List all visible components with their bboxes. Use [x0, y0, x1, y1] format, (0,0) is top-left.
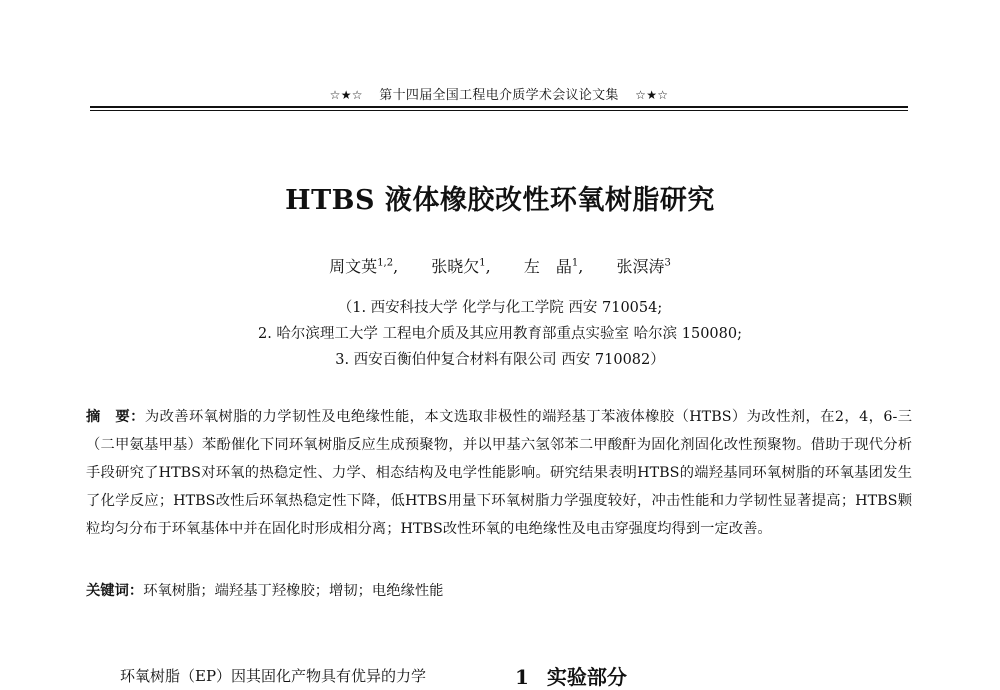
abstract-text: 为改善环氧树脂的力学韧性及电绝缘性能，本文选取非极性的端羟基丁苯液体橡胶（HTBS）为改性剂，在2，4，6-三（二甲氨基甲基）苯酚催化下同环氧树脂反应生成预聚物，并以甲基六氢邻苯二甲酸酐为固化剂固化改性预聚物。借助于现代分析手段研究了HTBS对环氧的热稳定性、力学、相态结构及电学性能影响。研究结果表明HTBS的端羟基同环氧树脂的环氧基团发生了化学反应；HTBS改性后环氧热稳定性下降，低HTBS用量下环氧树脂力学强度较好，冲击性能和力学韧性显著提高；HTBS颗粒均匀分布于环氧基体中并在固化时形成相分离；HTBS改性环氧的电绝缘性及电击穿强度均得到一定改善。 [86, 409, 913, 537]
section-number: 1 [515, 665, 529, 689]
conference-title: 第十四届全国工程电介质学术会议论文集 [379, 88, 619, 103]
star-ornament-right: ☆★☆ [635, 88, 669, 102]
section-heading [515, 661, 627, 690]
abstract-label: 摘 要： [86, 409, 145, 425]
author-list [0, 254, 1000, 277]
affiliation-3: 3. 西安百衡伯仲复合材料有限公司 西安 710082） [335, 352, 665, 368]
keywords [86, 580, 912, 600]
section-title: 实验部分 [546, 665, 627, 689]
header-rule-thin [90, 110, 908, 111]
affiliation-2: 2. 哈尔滨理工大学 工程电介质及其应用教育部重点实验室 哈尔滨 150080; [257, 326, 742, 342]
author: 张溟涛$^3$ [616, 257, 671, 276]
author: 张晓欠$^1$, [431, 257, 491, 276]
affiliation-1: （1. 西安科技大学 化学与化工学院 西安 710054; [337, 300, 663, 316]
body-text-left-column: 环氧树脂（EP）因其固化产物具有优异的力学 [120, 667, 427, 685]
header-rule-thick [90, 106, 908, 108]
running-header [90, 84, 908, 103]
abstract [86, 403, 912, 543]
keywords-text: 环氧树脂；端羟基丁羟橡胶；增韧；电绝缘性能 [143, 583, 444, 599]
star-ornament-left: ☆★☆ [329, 88, 363, 102]
author: 周文英$^{1,2}$, [329, 257, 399, 276]
author: 左 晶$^1$, [523, 257, 584, 276]
keywords-label: 关键词： [86, 583, 144, 599]
paper-title: HTBS 液体橡胶改性环氧树脂研究 [285, 185, 715, 216]
